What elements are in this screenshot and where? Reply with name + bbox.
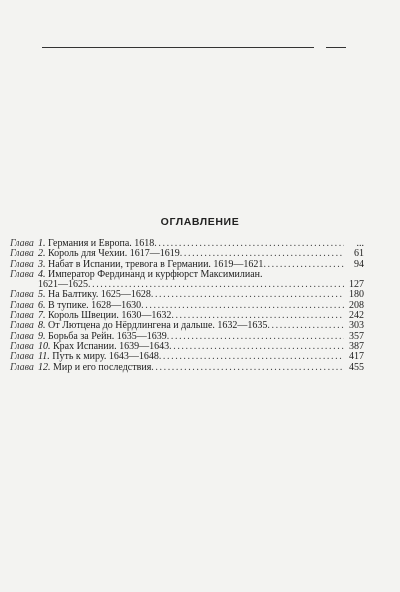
- chapter-title: Германия и Европа. 1618: [48, 238, 155, 249]
- chapter-title: Король для Чехии. 1617—1619: [48, 248, 180, 260]
- leader-dots: [169, 342, 344, 352]
- page-number: 94: [354, 258, 364, 270]
- page-number: 242: [349, 310, 364, 322]
- chapter-number: 2.: [38, 248, 46, 260]
- leader-dots: [159, 352, 344, 362]
- chapter-number: 9.: [38, 330, 46, 342]
- page-number: 61: [354, 248, 364, 260]
- leader-dots: [267, 321, 344, 331]
- chapter-title: Путь к миру. 1643—1648: [52, 351, 159, 363]
- chapter-word: Глава: [10, 248, 34, 260]
- leader-dots: [154, 239, 344, 249]
- chapter-word: Глава: [10, 310, 34, 322]
- chapter-number: 11.: [38, 351, 50, 363]
- chapter-word: Глава: [10, 268, 34, 280]
- page-number: 455: [349, 361, 364, 373]
- chapter-title: Мир и его последствия: [53, 361, 152, 373]
- chapter-title: Король Швеции. 1630—1632: [48, 310, 172, 322]
- page-number: 387: [349, 340, 364, 352]
- page-number: 303: [349, 320, 364, 332]
- page-number: 127: [349, 279, 364, 291]
- chapter-title: Крах Испании. 1639—1643: [53, 340, 170, 352]
- toc-entry: [10, 363, 364, 373]
- chapter-number: 12.: [38, 361, 51, 373]
- chapter-number: 5.: [38, 289, 46, 301]
- leader-dots: [167, 332, 344, 342]
- header-rule: [42, 47, 314, 48]
- chapter-number: 1.: [38, 238, 46, 249]
- chapter-word: Глава: [10, 299, 34, 311]
- toc-heading: ОГЛАВЛЕНИЕ: [160, 216, 240, 228]
- chapter-number: 8.: [38, 320, 46, 332]
- table-of-contents: [10, 239, 364, 373]
- page-number: 208: [349, 299, 364, 311]
- page-number: 417: [349, 351, 364, 363]
- chapter-word: Глава: [10, 340, 34, 352]
- page-number: ...: [356, 238, 364, 249]
- chapter-title: Император Фердинанд и курфюрст Максимилиан.: [48, 268, 263, 280]
- chapter-title: 1621—1625: [38, 279, 88, 291]
- header-rule-short: [326, 47, 346, 48]
- leader-dots: [263, 260, 344, 270]
- leader-dots: [151, 290, 344, 300]
- chapter-word: Глава: [10, 238, 34, 249]
- chapter-number: 7.: [38, 310, 46, 322]
- leader-dots: [151, 363, 344, 373]
- chapter-title: На Балтику. 1625—1628: [48, 289, 151, 301]
- page-number: 180: [349, 289, 364, 301]
- chapter-word: Глава: [10, 320, 34, 332]
- chapter-word: Глава: [10, 361, 34, 373]
- chapter-title: Набат в Испании, тревога в Германии. 1619—1621: [48, 258, 264, 270]
- chapter-number: 10.: [38, 340, 51, 352]
- chapter-word: Глава: [10, 258, 34, 270]
- chapter-word: Глава: [10, 289, 34, 301]
- chapter-number: 3.: [38, 258, 46, 270]
- chapter-title: От Лютцена до Нёрдлингена и дальше. 1632—1635: [48, 320, 268, 332]
- chapter-title: В тупике. 1628—1630: [48, 299, 142, 311]
- chapter-number: 4.: [38, 268, 46, 280]
- leader-dots: [141, 301, 344, 311]
- chapter-title: Борьба за Рейн. 1635—1639: [48, 330, 167, 342]
- chapter-number: 6.: [38, 299, 46, 311]
- chapter-word: Глава: [10, 351, 34, 363]
- chapter-word: Глава: [10, 330, 34, 342]
- page-number: 357: [349, 330, 364, 342]
